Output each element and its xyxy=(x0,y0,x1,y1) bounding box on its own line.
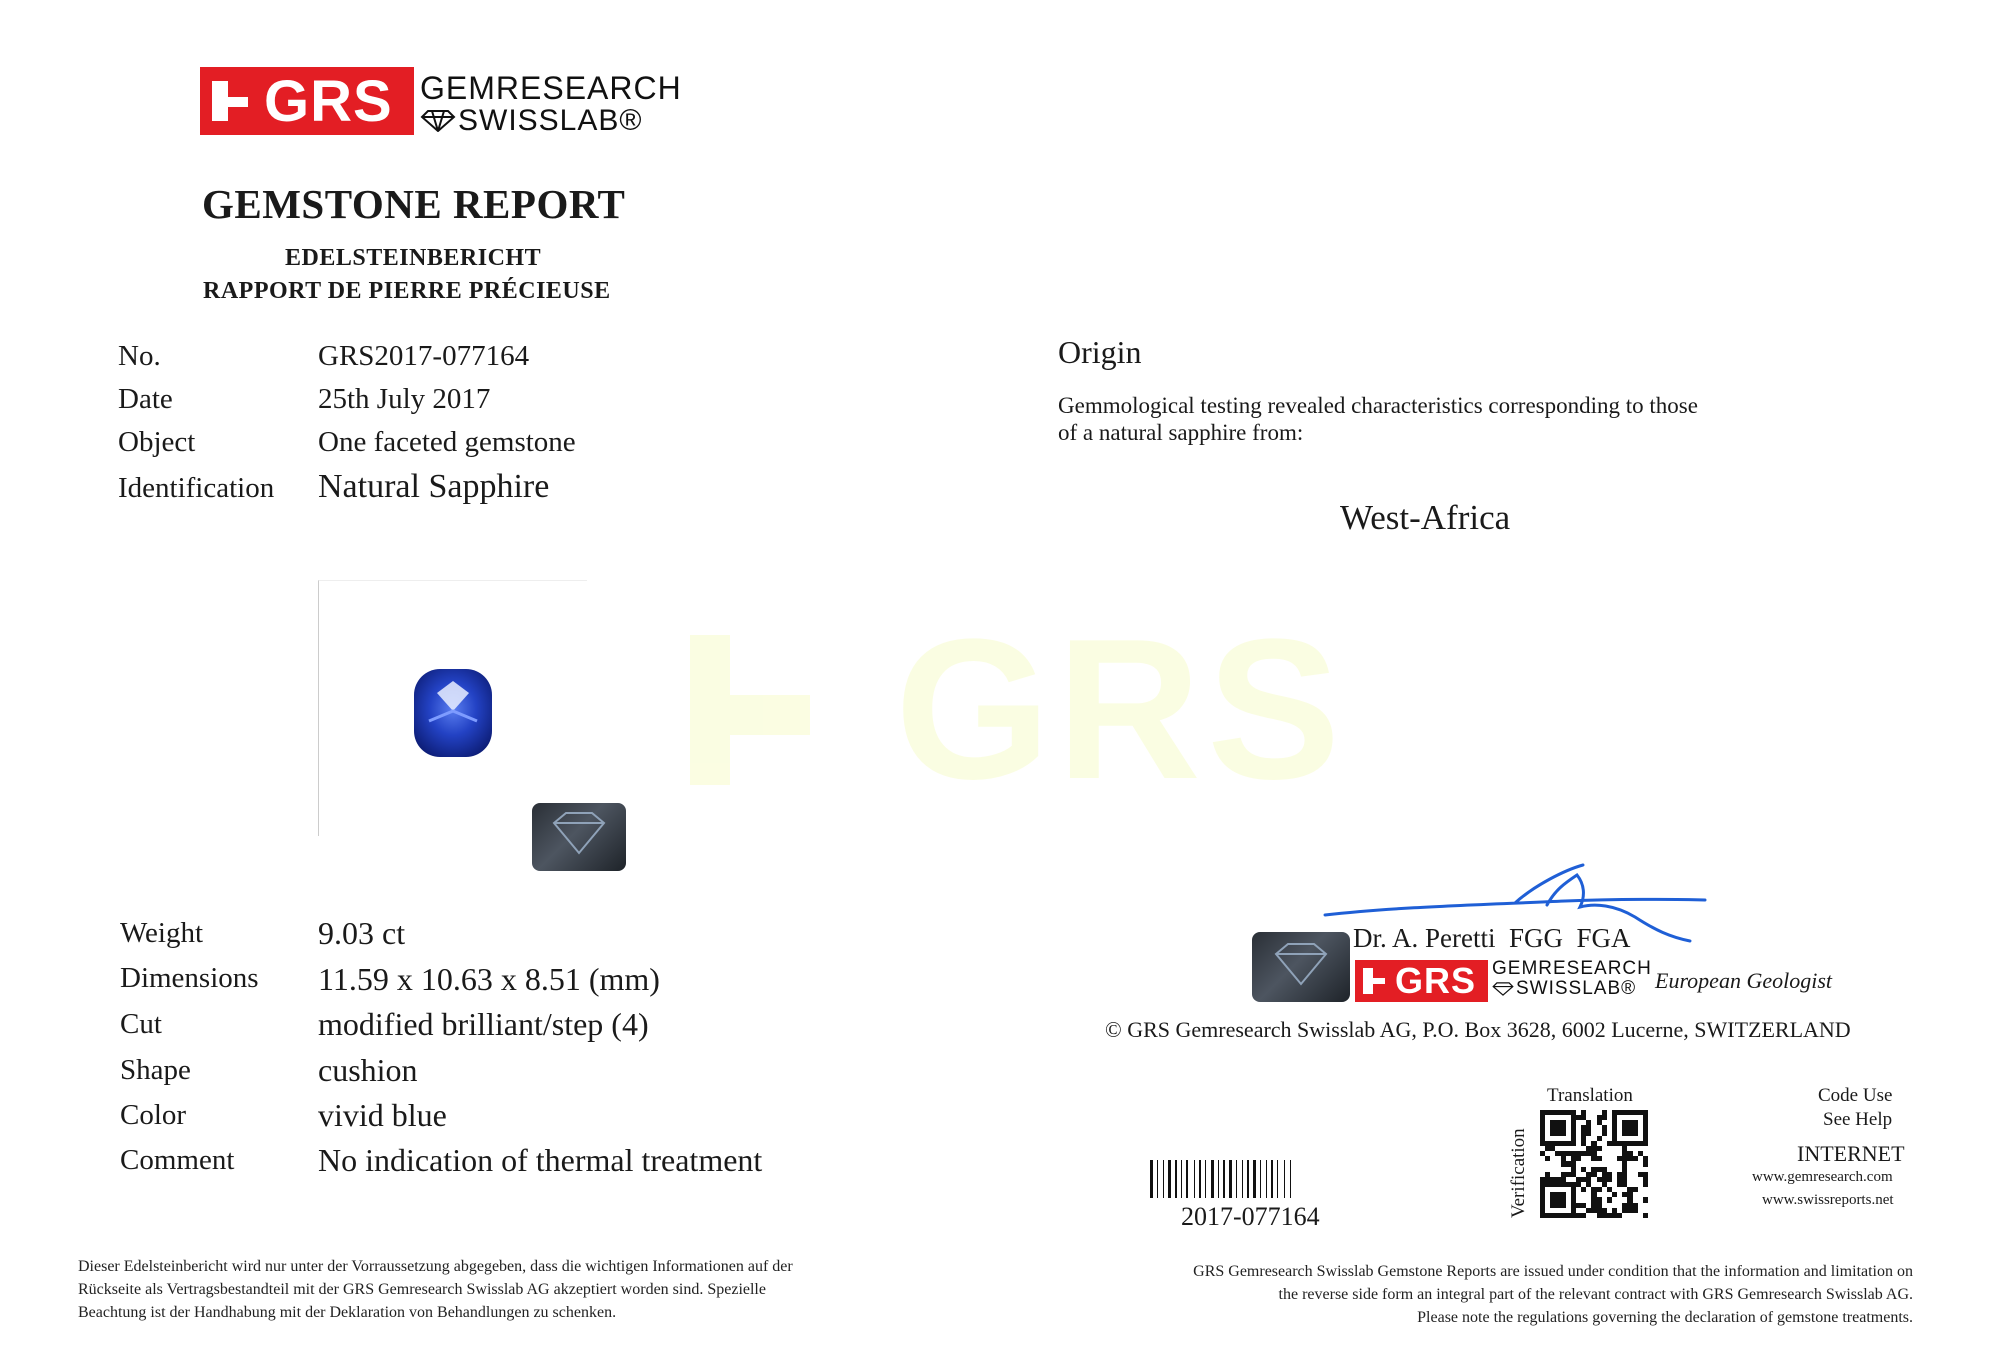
footer-english-line3: Please note the regulations governing the declaration of gemstone treatments. xyxy=(1417,1309,1913,1326)
detail-value-cut: modified brilliant/step (4) xyxy=(318,1006,649,1042)
hologram-seal xyxy=(1252,932,1350,1002)
barcode-bar xyxy=(1269,1160,1270,1198)
qr-module xyxy=(1602,1131,1607,1136)
origin-text-line1: Gemmological testing revealed characteristics corresponding to those xyxy=(1058,393,1698,418)
qr-module xyxy=(1602,1115,1607,1120)
detail-value-color: vivid blue xyxy=(318,1097,447,1133)
qr-module xyxy=(1643,1161,1648,1166)
qr-module xyxy=(1633,1187,1638,1192)
barcode-bar xyxy=(1166,1160,1167,1198)
footer-english-line2: the reverse side form an integral part of the relevant contract with GRS Gemresearch Swisslab AG. xyxy=(1278,1286,1913,1303)
barcode-bar xyxy=(1163,1160,1164,1198)
copyright-line: © GRS Gemresearch Swisslab AG, P.O. Box 3628, 6002 Lucerne, SWITZERLAND xyxy=(1105,1017,1851,1042)
barcode-bar xyxy=(1280,1160,1283,1198)
barcode-bar xyxy=(1179,1160,1180,1198)
origin-place: West-Africa xyxy=(1340,498,1511,537)
qr-module xyxy=(1545,1156,1550,1161)
report-title: GEMSTONE REPORT xyxy=(202,181,626,227)
barcode-bar xyxy=(1205,1160,1206,1198)
report-title-german: EDELSTEINBERICHT xyxy=(285,245,542,271)
barcode-bar xyxy=(1242,1160,1243,1198)
barcode-bar xyxy=(1239,1160,1241,1198)
qr-module xyxy=(1586,1131,1591,1136)
qr-module xyxy=(1643,1213,1648,1218)
detail-label-dimensions: Dimensions xyxy=(120,962,259,994)
logo-brand-text: GRS xyxy=(264,68,393,134)
footer-german-line3: Beachtung ist der Handhabung mit der Deklaration von Behandlungen zu schenken. xyxy=(78,1304,617,1321)
detail-label-weight: Weight xyxy=(120,917,204,949)
origin-heading: Origin xyxy=(1058,334,1142,370)
detail-label-shape: Shape xyxy=(120,1054,191,1086)
barcode-bar xyxy=(1251,1160,1252,1198)
qr-module xyxy=(1643,1141,1648,1146)
report-title-french: RAPPORT DE PIERRE PRÉCIEUSE xyxy=(203,278,611,304)
grs-watermark xyxy=(690,598,1347,821)
detail-label-date: Date xyxy=(118,383,173,415)
diamond-icon xyxy=(420,110,456,137)
barcode-bar xyxy=(1236,1160,1237,1198)
barcode-bar xyxy=(1227,1160,1228,1198)
detail-label-no: No. xyxy=(118,340,161,372)
barcode-bar xyxy=(1258,1160,1259,1198)
barcode-bar xyxy=(1168,1160,1171,1198)
grs-logo xyxy=(200,67,414,135)
detail-value-shape: cushion xyxy=(318,1052,418,1088)
detail-label-identification: Identification xyxy=(118,472,275,504)
barcode-bar xyxy=(1293,1160,1294,1198)
barcode-bar xyxy=(1234,1160,1235,1198)
barcode-bar xyxy=(1203,1160,1204,1198)
code-use-label: Code Use xyxy=(1818,1085,1893,1106)
detail-value-comment: No indication of thermal treatment xyxy=(318,1142,763,1178)
qr-module xyxy=(1597,1187,1602,1192)
barcode-bar xyxy=(1260,1160,1261,1198)
verification-label: Verification xyxy=(1508,1128,1529,1218)
qr-module xyxy=(1607,1197,1612,1202)
grs-logo-small xyxy=(1355,960,1488,1002)
qr-module xyxy=(1643,1182,1648,1187)
barcode-bar xyxy=(1186,1160,1188,1198)
internet-label: INTERNET xyxy=(1797,1141,1905,1166)
signatory-name: Dr. A. Peretti FGG FGA xyxy=(1353,923,1631,953)
barcode-bar xyxy=(1173,1160,1174,1198)
translation-label: Translation xyxy=(1547,1085,1633,1106)
barcode-bar xyxy=(1197,1160,1198,1198)
barcode-bar xyxy=(1194,1160,1195,1198)
logo-line2-small: SWISSLAB® xyxy=(1516,978,1637,999)
barcode-bar xyxy=(1175,1160,1177,1198)
qr-module xyxy=(1607,1177,1612,1182)
barcode-bar xyxy=(1229,1160,1232,1198)
qr-module xyxy=(1597,1136,1602,1141)
footer-english-line1: GRS Gemresearch Swisslab Gemstone Reports are issued under condition that the information and limitation on xyxy=(1193,1263,1913,1280)
logo-brand-text-small: GRS xyxy=(1395,960,1477,1001)
barcode-bar xyxy=(1253,1160,1256,1198)
sapphire-image xyxy=(319,581,587,836)
detail-label-cut: Cut xyxy=(120,1008,162,1040)
qr-module xyxy=(1571,1141,1576,1146)
detail-value-no: GRS2017-077164 xyxy=(318,340,530,372)
logo-line1: GEMRESEARCH xyxy=(420,70,682,106)
qr-module xyxy=(1597,1146,1602,1151)
qr-module xyxy=(1617,1213,1622,1218)
barcode-bar xyxy=(1199,1160,1201,1198)
barcode-bar xyxy=(1150,1160,1153,1198)
barcode-bar xyxy=(1211,1160,1214,1198)
diamond-icon-small xyxy=(1492,982,1514,1001)
qr-module xyxy=(1561,1203,1566,1208)
swiss-cross-icon-small xyxy=(1363,960,1391,1002)
barcode-bar xyxy=(1160,1160,1162,1198)
gemstone-photo xyxy=(318,580,587,836)
swiss-cross-icon xyxy=(212,67,260,135)
barcode xyxy=(1150,1160,1362,1198)
logo-line2: SWISSLAB® xyxy=(458,104,643,137)
origin-text-line2: of a natural sapphire from: xyxy=(1058,420,1304,445)
barcode-bar xyxy=(1266,1160,1267,1198)
url-gemresearch[interactable]: www.gemresearch.com xyxy=(1752,1169,1893,1185)
qr-module xyxy=(1612,1192,1617,1197)
see-help-label: See Help xyxy=(1823,1109,1893,1130)
logo-line1-small: GEMRESEARCH xyxy=(1492,958,1652,979)
url-swissreports[interactable]: www.swissreports.net xyxy=(1762,1192,1894,1208)
barcode-number: 2017-077164 xyxy=(1181,1202,1320,1231)
barcode-bar xyxy=(1181,1160,1182,1198)
qr-module xyxy=(1633,1131,1638,1136)
barcode-bar xyxy=(1208,1160,1210,1198)
qr-module xyxy=(1633,1208,1638,1213)
qr-module xyxy=(1597,1156,1602,1161)
watermark-text: GRS xyxy=(895,598,1347,821)
qr-module xyxy=(1643,1197,1648,1202)
detail-value-identification: Natural Sapphire xyxy=(318,468,550,505)
barcode-bar xyxy=(1221,1160,1222,1198)
barcode-bar xyxy=(1190,1160,1193,1198)
barcode-bar xyxy=(1223,1160,1225,1198)
detail-value-object: One faceted gemstone xyxy=(318,426,576,458)
barcode-bar xyxy=(1247,1160,1249,1198)
qr-module xyxy=(1561,1131,1566,1136)
qr-module xyxy=(1576,1156,1581,1161)
barcode-bar xyxy=(1157,1160,1158,1198)
barcode-bar xyxy=(1216,1160,1217,1198)
barcode-bar xyxy=(1284,1160,1285,1198)
qr-code[interactable] xyxy=(1540,1110,1648,1218)
barcode-bar xyxy=(1263,1160,1265,1198)
barcode-bar xyxy=(1277,1160,1278,1198)
barcode-bar xyxy=(1184,1160,1185,1198)
footer-german-line1: Dieser Edelsteinbericht wird nur unter der Vorraussetzung abgegeben, dass die wichtigen Informationen auf der xyxy=(78,1258,793,1275)
qr-module xyxy=(1581,1213,1586,1218)
barcode-bar xyxy=(1155,1160,1156,1198)
detail-value-dimensions: 11.59 x 10.63 x 8.51 (mm) xyxy=(318,961,660,997)
detail-label-object: Object xyxy=(118,426,196,458)
detail-label-color: Color xyxy=(120,1099,187,1131)
detail-value-date: 25th July 2017 xyxy=(318,383,491,415)
barcode-bar xyxy=(1290,1160,1291,1198)
signatory-title: European Geologist xyxy=(1655,968,1832,993)
qr-module xyxy=(1633,1156,1638,1161)
hologram-sticker xyxy=(532,803,626,871)
barcode-bar xyxy=(1275,1160,1276,1198)
footer-german-line2: Rückseite als Vertragsbestandteil mit der GRS Gemresearch Swisslab AG akzeptiert worden sind. Spezielle xyxy=(78,1281,766,1298)
barcode-bar xyxy=(1271,1160,1273,1198)
detail-value-weight: 9.03 ct xyxy=(318,915,406,951)
barcode-bar xyxy=(1218,1160,1219,1198)
barcode-bar xyxy=(1287,1160,1289,1198)
detail-label-comment: Comment xyxy=(120,1144,235,1176)
qr-module xyxy=(1581,1187,1586,1192)
barcode-bar xyxy=(1245,1160,1246,1198)
